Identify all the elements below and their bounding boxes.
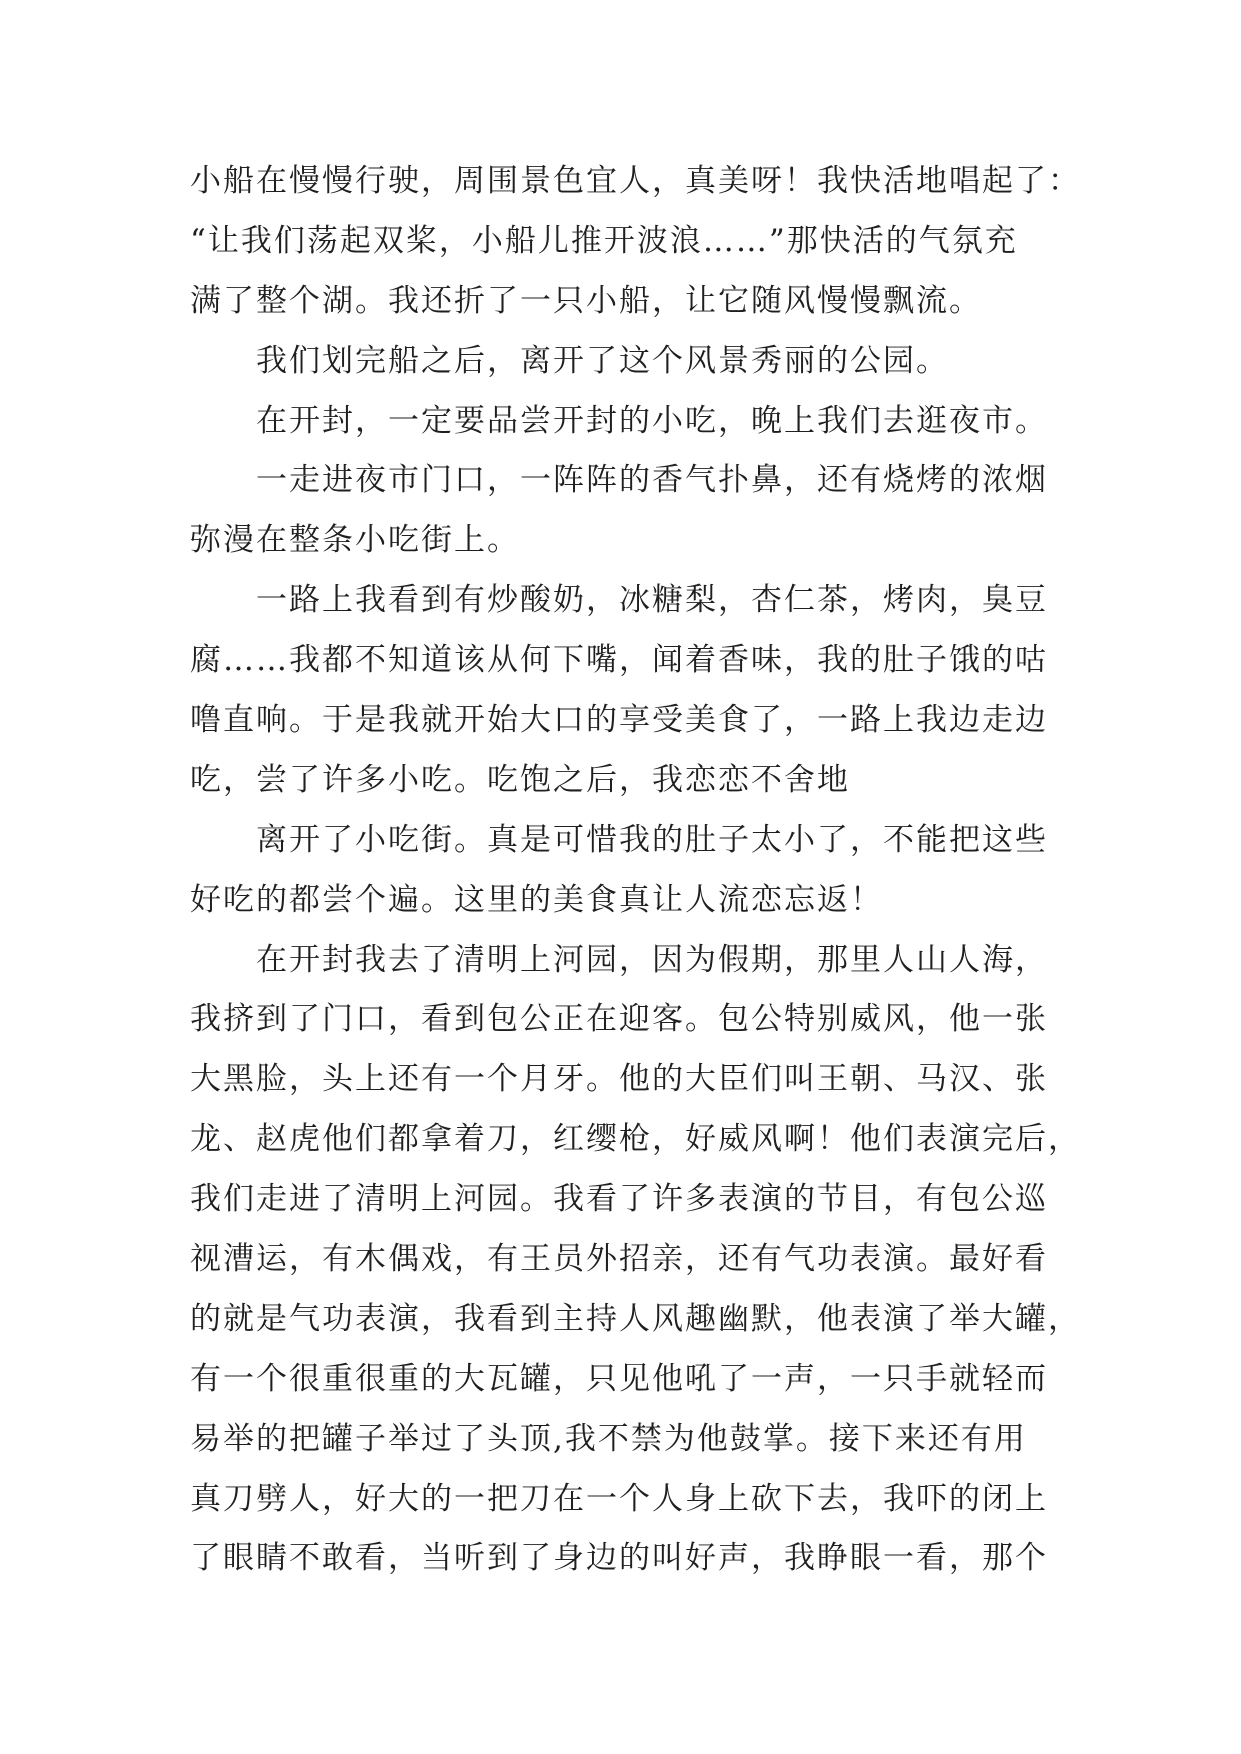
- paragraph-first-line: 离开了小吃街。真是可惜我的肚子太小了，不能把这些: [256, 821, 1048, 858]
- paragraph-first-line: 一走进夜市门口，一阵阵的香气扑鼻，还有烧烤的浓烟: [256, 462, 1048, 499]
- text-line: 我们走进了清明上河园。我看了许多表演的节目，有包公巡: [190, 1181, 1048, 1218]
- text-line: 大黑脸，头上还有一个月牙。他的大臣们叫王朝、马汉、张: [190, 1061, 1048, 1098]
- text-line: 的就是气功表演，我看到主持人风趣幽默，他表演了举大罐，: [190, 1300, 1081, 1337]
- text-line: 噜直响。于是我就开始大口的享受美食了，一路上我边走边: [190, 702, 1048, 739]
- text-line: 腐……我都不知道该从何下嘴，闻着香味，我的肚子饿的咕: [190, 642, 1048, 679]
- text-line: 龙、赵虎他们都拿着刀，红缨枪，好威风啊！他们表演完后，: [190, 1121, 1081, 1158]
- text-line: 小船在慢慢行驶，周围景色宜人，真美呀！我快活地唱起了：: [190, 163, 1081, 199]
- paragraph-first-line: 在开封，一定要品尝开封的小吃，晚上我们去逛夜市。: [256, 402, 1048, 439]
- text-line: 吃，尝了许多小吃。吃饱之后，我恋恋不舍地: [190, 761, 850, 798]
- paragraph-first-line: 一路上我看到有炒酸奶，冰糖梨，杏仁茶，烤肉，臭豆: [256, 582, 1048, 619]
- text-line: 弥漫在整条小吃街上。: [190, 522, 520, 559]
- essay-body: [190, 152, 1081, 1589]
- text-line: 真刀劈人，好大的一把刀在一个人身上砍下去，我吓的闭上: [190, 1480, 1048, 1517]
- text-line: 了眼睛不敢看，当听到了身边的叫好声，我睁眼一看，那个: [190, 1540, 1048, 1577]
- paragraph-first-line: 在开封我去了清明上河园，因为假期，那里人山人海，: [256, 941, 1048, 978]
- paragraph-first-line: 我们划完船之后，离开了这个风景秀丽的公园。: [256, 342, 949, 379]
- text-line: 满了整个湖。我还折了一只小船，让它随风慢慢飘流。: [190, 282, 982, 319]
- text-line: “让我们荡起双桨，小船儿推开波浪……”那快活的气氛充: [190, 222, 1018, 259]
- text-line: 有一个很重很重的大瓦罐，只见他吼了一声，一只手就轻而: [190, 1360, 1048, 1397]
- text-line: 我挤到了门口，看到包公正在迎客。包公特别威风，他一张: [190, 1001, 1048, 1038]
- text-line: 视漕运，有木偶戏，有王员外招亲，还有气功表演。最好看: [190, 1241, 1048, 1278]
- text-line: 好吃的都尝个遍。这里的美食真让人流恋忘返！: [190, 881, 883, 918]
- text-line: 易举的把罐子举过了头顶,我不禁为他鼓掌。接下来还有用: [190, 1420, 1027, 1457]
